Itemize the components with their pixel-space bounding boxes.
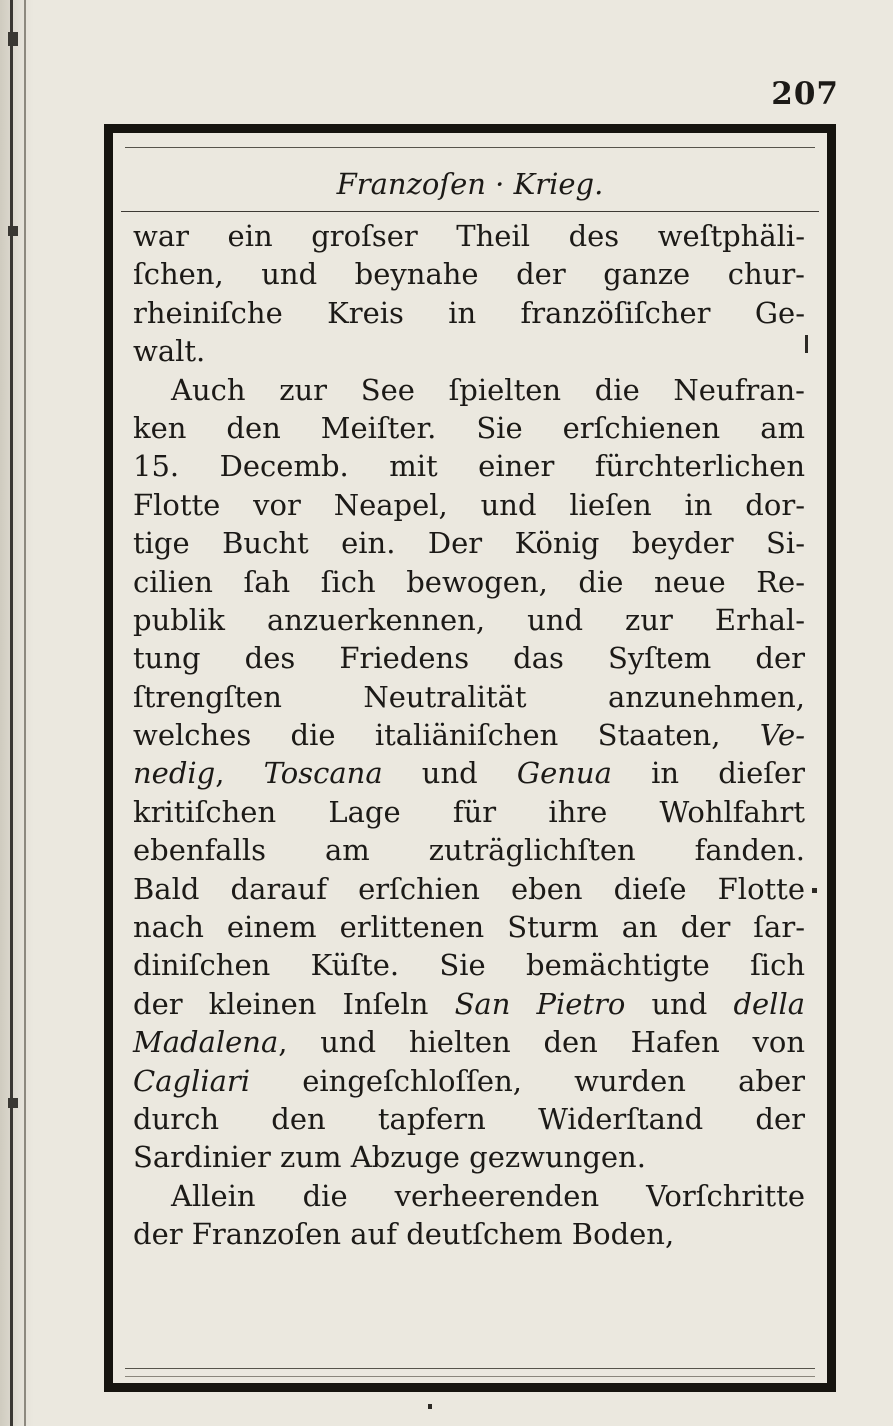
text-line — [133, 1215, 805, 1253]
text-line — [133, 908, 805, 946]
text-line — [133, 1177, 805, 1215]
text-run: und — [382, 756, 517, 791]
text-line — [133, 447, 805, 485]
text-line — [133, 601, 805, 639]
text-run: eingeſchloſſen, wurden aber — [250, 1063, 805, 1098]
text-line — [133, 217, 805, 255]
italic-text: della — [733, 986, 806, 1021]
text-line — [133, 563, 805, 601]
text-run: ken den Meiſter. Sie erſchienen am — [133, 410, 805, 445]
text-line — [133, 409, 805, 447]
gutter-mark — [8, 226, 18, 236]
gutter-page-edge — [24, 0, 26, 1426]
text-line — [133, 639, 805, 677]
text-run: ſchen, und beynahe der ganze chur- — [133, 257, 805, 292]
text-line — [133, 716, 805, 754]
book-gutter — [0, 0, 34, 1426]
text-run: durch den tapfern Widerſtand der — [133, 1101, 805, 1136]
text-line — [133, 1062, 805, 1100]
text-line — [133, 294, 805, 332]
text-run: nach einem erlittenen Sturm an der ſar- — [133, 910, 805, 945]
text-line — [133, 371, 805, 409]
text-run: ebenfalls am zuträglichſten fanden. — [133, 833, 805, 868]
italic-text: Madalena — [133, 1025, 279, 1060]
text-run: Bald darauf erſchien eben dieſe Flotte — [133, 871, 805, 906]
text-run: tige Bucht ein. Der König beyder Si- — [133, 526, 805, 561]
print-speck — [428, 1404, 432, 1409]
text-run: Auch zur See ſpielten die Neufran- — [171, 372, 805, 407]
text-run: ſtrengſten Neutralität anzunehmen, — [133, 679, 805, 714]
print-speck — [812, 888, 817, 893]
text-run: welches die italiäniſchen Staaten, — [133, 718, 760, 753]
text-run: tung des Friedens das Syſtem der — [133, 641, 805, 676]
italic-text: Toscana — [263, 756, 383, 791]
text-line — [133, 946, 805, 984]
text-run: , und hielten den Hafen von — [278, 1025, 805, 1060]
text-run: 15. Decemb. mit einer fürchterlichen — [133, 449, 805, 484]
text-run: , — [215, 756, 264, 791]
body-text — [133, 217, 805, 1254]
text-run: Sardinier zum Abzuge gezwungen. — [133, 1140, 646, 1175]
text-line — [133, 754, 805, 792]
italic-text: Ve- — [759, 718, 805, 753]
head-rule — [121, 211, 819, 212]
text-line — [133, 255, 805, 293]
italic-text: Cagliari — [133, 1063, 251, 1098]
text-line — [133, 793, 805, 831]
text-line — [133, 985, 805, 1023]
page-number: 207 — [771, 76, 839, 112]
text-run: der kleinen Inſeln — [133, 986, 455, 1021]
text-run: Allein die verheerenden Vorſchritte — [171, 1178, 805, 1213]
page-frame — [104, 124, 836, 1392]
text-line — [133, 1138, 805, 1176]
text-line — [133, 870, 805, 908]
text-run: Flotte vor Neapel, und lieſen in dor- — [133, 487, 805, 522]
text-line — [133, 486, 805, 524]
text-run: walt. — [133, 334, 206, 369]
text-run: war ein groſser Theil des weſtphäli- — [133, 219, 805, 253]
gutter-binding-line — [10, 0, 13, 1426]
italic-text: San Pietro — [454, 986, 626, 1021]
text-line — [133, 1023, 805, 1061]
text-run: und — [625, 986, 734, 1021]
text-run: kritiſchen Lage für ihre Wohlfahrt — [133, 794, 805, 829]
italic-text: Genua — [516, 756, 612, 791]
text-run: in dieſer — [611, 756, 806, 791]
text-line — [133, 524, 805, 562]
text-run: diniſchen Küſte. Sie bemächtigte ſich — [133, 948, 805, 983]
running-head: Franzoſen · Krieg. — [336, 167, 604, 201]
text-line — [133, 1100, 805, 1138]
italic-text: nedig — [133, 756, 216, 791]
text-line — [133, 678, 805, 716]
text-line — [133, 332, 805, 370]
text-run: rheiniſche Kreis in franzöſiſcher Ge- — [133, 295, 805, 330]
text-run: der Franzoſen auf deutſchem Boden, — [133, 1217, 675, 1252]
gutter-mark — [8, 1098, 18, 1108]
print-speck — [805, 335, 808, 353]
text-run: cilien ſah ſich bewogen, die neue Re- — [133, 564, 805, 599]
text-line — [133, 831, 805, 869]
gutter-mark — [8, 32, 18, 46]
text-run: publik anzuerkennen, und zur Erhal- — [133, 602, 805, 637]
